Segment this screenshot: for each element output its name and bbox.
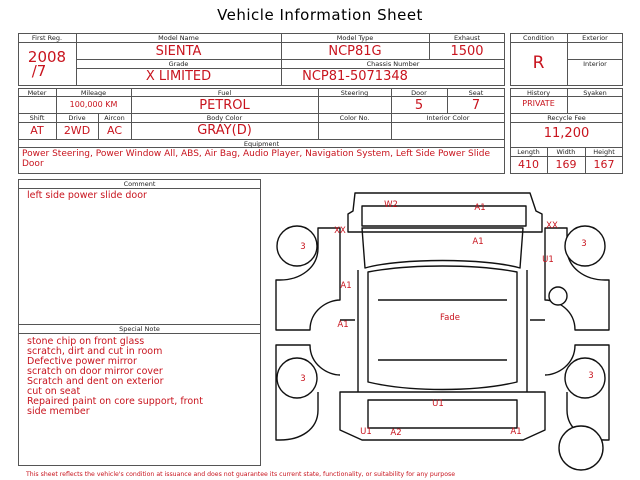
syaken-label: Syaken — [583, 89, 607, 97]
special-note-line: stone chip on front glass — [27, 336, 145, 347]
height: 167 — [593, 158, 615, 171]
grade-label: Grade — [168, 60, 189, 68]
spare-tire — [559, 426, 603, 470]
damage-mark: A1 — [340, 281, 352, 291]
exterior-label: Exterior — [582, 34, 608, 42]
interior-label: Interior — [583, 60, 607, 68]
first-reg-month: /7 — [31, 62, 47, 80]
exhaust: 1500 — [450, 44, 484, 59]
drive: 2WD — [63, 124, 91, 137]
chassis-label: Chassis Number — [366, 60, 420, 68]
shift-label: Shift — [29, 114, 45, 122]
meter-label: Meter — [27, 89, 47, 97]
model-name: SIENTA — [155, 44, 202, 59]
damage-mark: W2 — [384, 200, 398, 210]
aircon: AC — [106, 124, 122, 137]
door-count: 5 — [414, 98, 424, 113]
door-label: Door — [411, 89, 427, 97]
width-label: Width — [556, 148, 576, 156]
wheel-rear-right — [565, 358, 605, 398]
special-note-line: scratch on door mirror cover — [27, 366, 163, 377]
recycle-fee: 11,200 — [543, 126, 590, 141]
damage-mark: U1 — [360, 427, 372, 437]
special-note-line: Scratch and dent on exterior — [27, 376, 164, 387]
damage-mark: A1 — [510, 427, 522, 437]
seat-count: 7 — [471, 98, 481, 113]
damage-mark: Fade — [440, 313, 460, 323]
mirror-right — [549, 287, 567, 305]
special-note-line: Repaired paint on core support, front — [27, 396, 203, 407]
damage-mark: 3 — [581, 239, 587, 249]
shift: AT — [30, 124, 44, 137]
fuel: PETROL — [199, 98, 250, 113]
fuel-label: Fuel — [217, 89, 232, 97]
recycle-fee-label: Recycle Fee — [547, 114, 586, 122]
interior-color-label: Interior Color — [426, 114, 470, 122]
exhaust-label: Exhaust — [453, 34, 481, 42]
comment-text: left side power slide door — [27, 190, 147, 201]
mileage-label: Mileage — [80, 89, 107, 97]
height-label: Height — [593, 148, 615, 156]
damage-mark: A1 — [474, 203, 486, 213]
special-note-list — [27, 337, 257, 417]
first-reg-year: 2008 — [27, 48, 67, 66]
history-label: History — [526, 89, 551, 97]
condition-label: Condition — [522, 34, 555, 42]
drive-label: Drive — [68, 114, 86, 122]
wheel-rear-left — [277, 358, 317, 398]
special-note-line: scratch, dirt and cut in room — [27, 346, 163, 357]
damage-mark: 3 — [300, 242, 306, 252]
model-type-label: Model Type — [336, 34, 374, 42]
special-note-line: cut on seat — [27, 386, 81, 397]
mileage: 100,000 KM — [69, 100, 118, 109]
hood-outline — [362, 228, 523, 268]
color-no-label: Color No. — [339, 114, 370, 122]
special-note-line: side member — [27, 406, 90, 417]
body-color-label: Body Color — [206, 114, 243, 122]
history: PRIVATE — [522, 99, 555, 108]
length-label: Length — [517, 148, 540, 156]
grade: X LIMITED — [145, 69, 212, 84]
body-color: GRAY(D) — [197, 123, 252, 138]
comment-box — [18, 179, 261, 466]
damage-mark: 3 — [300, 374, 306, 384]
seat-label: Seat — [468, 89, 484, 97]
damage-mark: A2 — [390, 428, 402, 438]
special-note-label: Special Note — [119, 325, 160, 333]
model-name-label: Model Name — [158, 34, 199, 42]
equipment-label: Equipment — [243, 140, 280, 148]
wheel-front-left — [277, 226, 317, 266]
damage-mark: XX — [334, 226, 346, 236]
width: 169 — [555, 158, 577, 171]
disclaimer-footer: This sheet reflects the vehicle's condition at issuance and does not guarantee its current state, functionality, or suitability for any purpose — [26, 471, 456, 478]
sheet-title: Vehicle Information Sheet — [217, 6, 423, 24]
equipment-list: Power Steering, Power Window All, ABS, Air Bag, Audio Player, Navigation System, Left Side Power Slide Door — [22, 149, 490, 169]
first-reg-label: First Reg. — [31, 34, 63, 42]
damage-mark: U1 — [542, 255, 554, 265]
special-note-line: Defective power mirror — [27, 356, 137, 367]
comment-label: Comment — [123, 180, 156, 188]
damage-mark: A1 — [337, 320, 349, 330]
steering-label: Steering — [340, 89, 369, 97]
damage-mark: A1 — [472, 237, 484, 247]
aircon-label: Aircon — [104, 114, 125, 122]
damage-mark: U1 — [432, 399, 444, 409]
damage-mark: XX — [546, 221, 558, 231]
model-type: NCP81G — [328, 44, 382, 59]
chassis-number: NCP81-5071348 — [302, 69, 408, 84]
condition-value: R — [532, 53, 545, 73]
damage-mark: 3 — [588, 371, 594, 381]
car-damage-diagram — [270, 182, 624, 472]
cabin-outline — [368, 266, 517, 390]
length: 410 — [518, 158, 539, 171]
